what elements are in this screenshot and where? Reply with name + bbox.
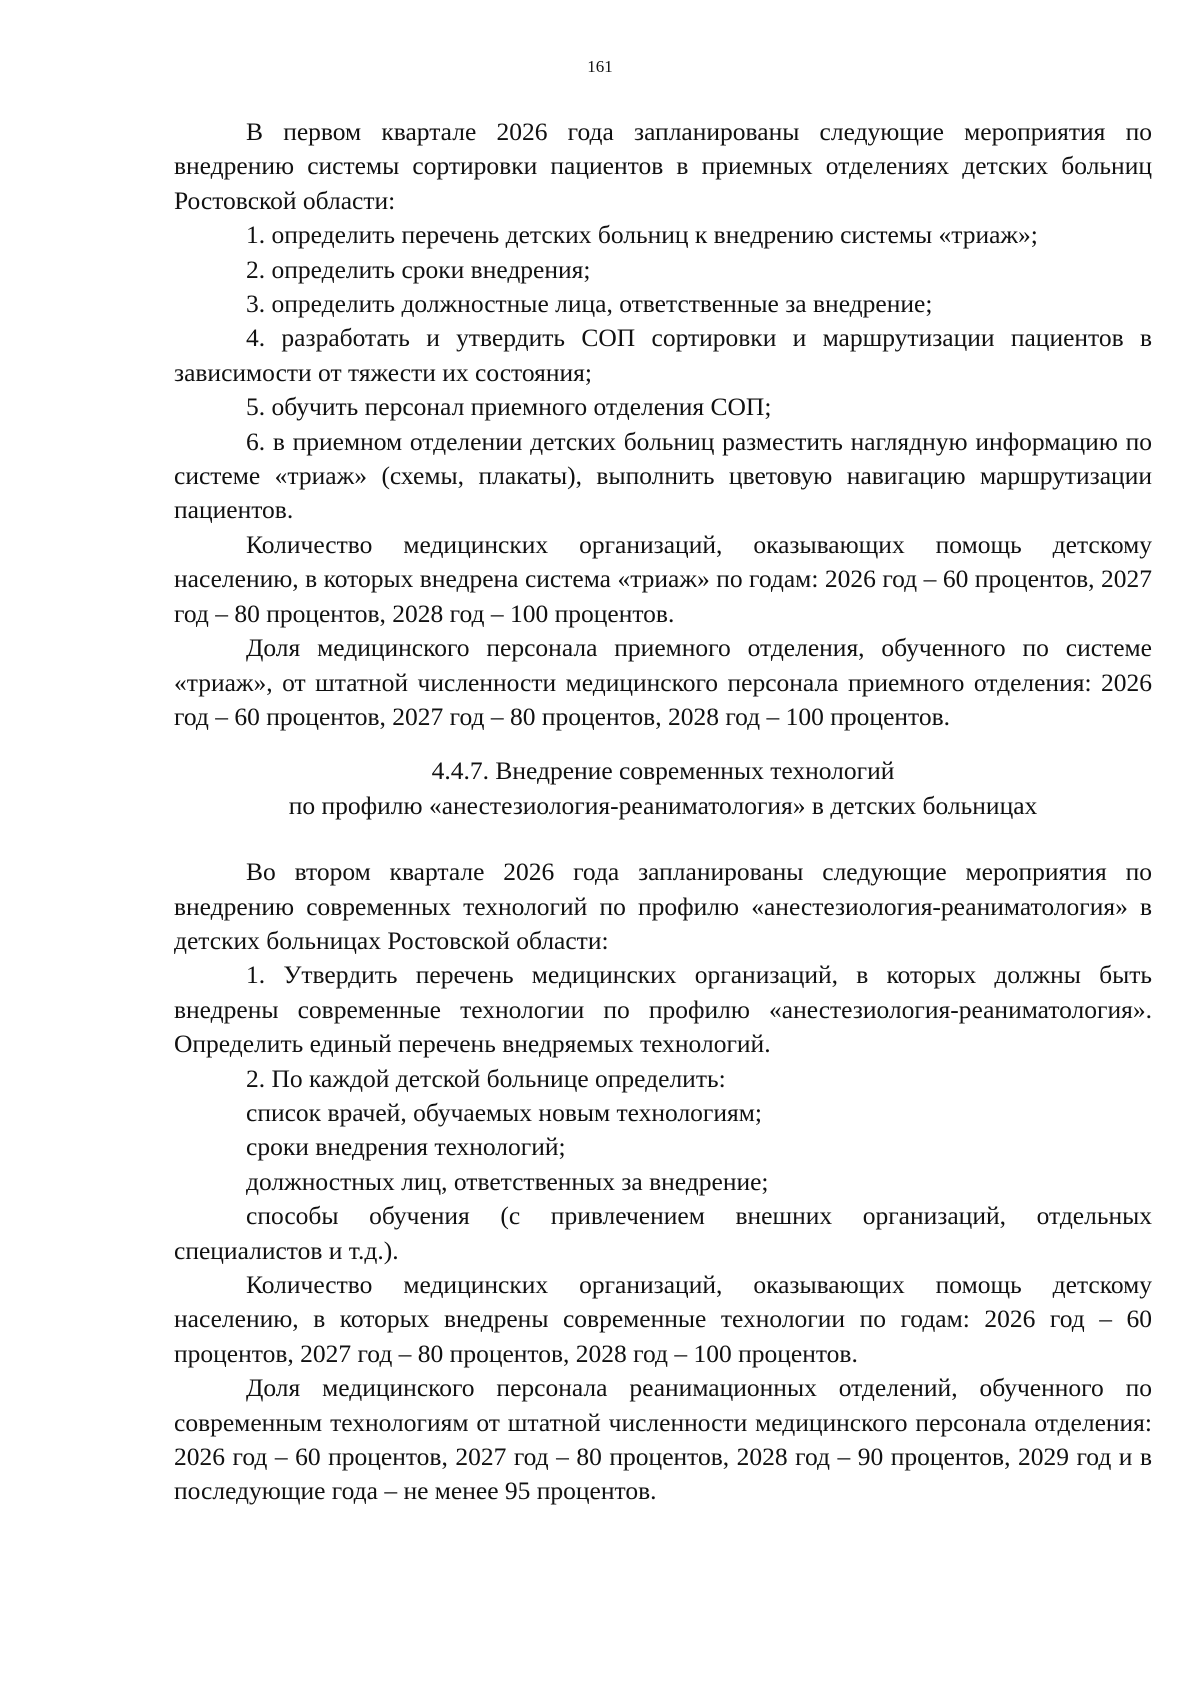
- section-2-indicator-count: Количество медицинских организаций, оказывающих помощь детскому населению, в которых внедрены современные технологии по годам: 2026 год – 60 процентов, 2027 год – 80 процентов, 2028 год – 100 процентов.: [174, 1270, 1152, 1368]
- section-2-subitem-3: должностных лиц, ответственных за внедрение;: [246, 1166, 769, 1196]
- section-heading: [174, 754, 1152, 823]
- section-2-subitem-1: список врачей, обучаемых новым технологиям;: [246, 1097, 762, 1127]
- section-1-item-5: 5. обучить персонал приемного отделения СОП;: [246, 392, 772, 422]
- section-heading-line-1: 4.4.7. Внедрение современных технологий: [431, 756, 895, 786]
- document-body: [174, 115, 1152, 1509]
- section-1-indicator-share: Доля медицинского персонала приемного отделения, обученного по системе «триаж», от штатной численности медицинского персонала приемного отделения: 2026 год – 60 процентов, 2027 год – 80 процентов, 2028 год – 100 процентов.: [174, 633, 1152, 731]
- section-2-item-1: 1. Утвердить перечень медицинских организаций, в которых должны быть внедрены современные технологии по профилю «анестезиология-реаниматология». Определить единый перечень внедряемых технологий.: [174, 960, 1152, 1059]
- section-1-item-6: 6. в приемном отделении детских больниц разместить наглядную информацию по системе «триаж» (схемы, плакаты), выполнить цветовую навигацию маршрутизации пациентов.: [174, 426, 1152, 525]
- section-1-item-3: 3. определить должностные лица, ответственные за внедрение;: [246, 289, 933, 319]
- section-2-subitem-4: способы обучения (с привлечением внешних организаций, отдельных специалистов и т.д.).: [174, 1201, 1152, 1265]
- page-number: 161: [587, 57, 613, 76]
- section-2-indicator-share: Доля медицинского персонала реанимационных отделений, обученного по современным технологиям от штатной численности медицинского персонала отделения: 2026 год – 60 процентов, 2027 год – 80 процентов, 2028 год – 90 процентов, 2029 год и в последующие года – не менее 95 процентов.: [174, 1373, 1152, 1506]
- section-1-item-2: 2. определить сроки внедрения;: [246, 254, 591, 284]
- section-1-intro: В первом квартале 2026 года запланированы следующие мероприятия по внедрению системы сортировки пациентов в приемных отделениях детских больниц Ростовской области:: [174, 117, 1152, 215]
- section-2-subitem-2: сроки внедрения технологий;: [246, 1132, 566, 1162]
- section-2-intro: Во втором квартале 2026 года запланированы следующие мероприятия по внедрению современных технологий по профилю «анестезиология-реаниматология» в детских больницах Ростовской области:: [174, 857, 1152, 955]
- section-1-item-4: 4. разработать и утвердить СОП сортировки и маршрутизации пациентов в зависимости от тяжести их состояния;: [174, 323, 1152, 387]
- section-1-item-1: 1. определить перечень детских больниц к внедрению системы «триаж»;: [246, 220, 1038, 250]
- section-1-indicator-count: Количество медицинских организаций, оказывающих помощь детскому населению, в которых внедрена система «триаж» по годам: 2026 год – 60 процентов, 2027 год – 80 процентов, 2028 год – 100 процентов.: [174, 529, 1152, 628]
- section-2-item-2: 2. По каждой детской больнице определить:: [246, 1063, 726, 1093]
- section-heading-line-2: по профилю «анестезиология-реаниматология» в детских больницах: [288, 790, 1038, 820]
